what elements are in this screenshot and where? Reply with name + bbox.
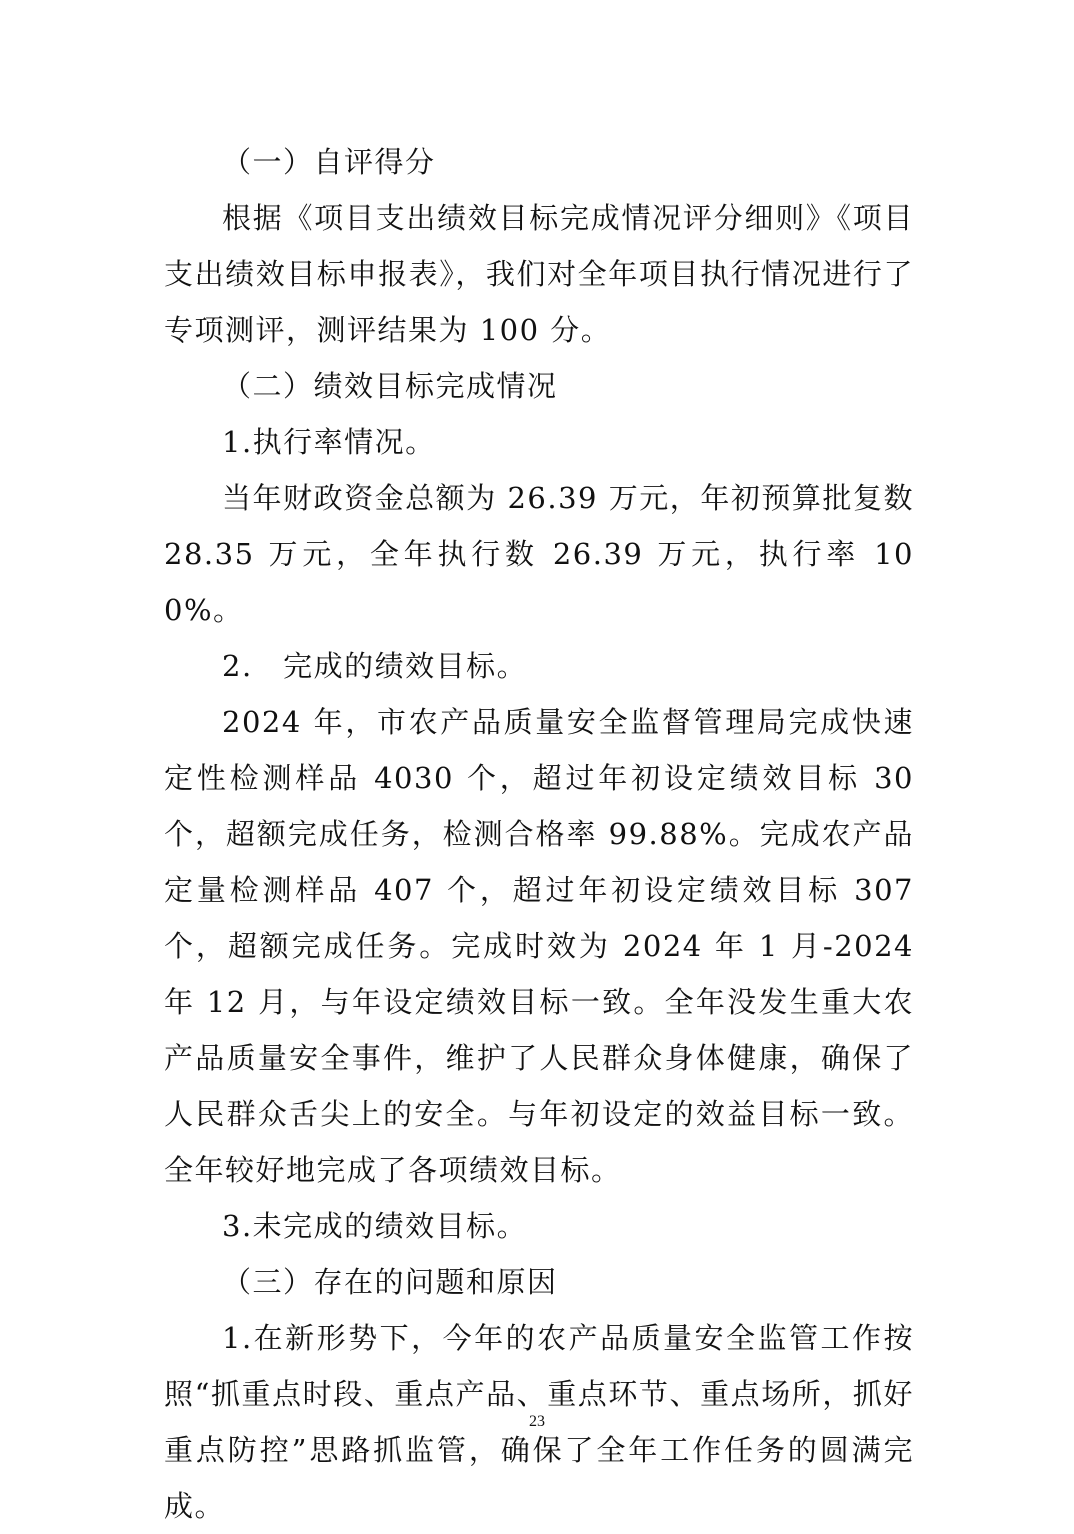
section-heading-self-evaluation: （一）自评得分 [222,145,436,179]
page-number: 23 [529,1413,545,1430]
section-heading-goal-completion: （二）绩效目标完成情况 [222,369,558,403]
document-body [164,134,914,1534]
subheading-execution-rate: 1.执行率情况。 [222,425,436,459]
paragraph-execution-rate: 当年财政资金总额为 26.39 万元，年初预算批复数 28.35 万元，全年执行数 26.39 万元，执行率 100%。 [164,481,914,627]
subheading-completed-goals: 2. 完成的绩效目标。 [222,649,528,683]
paragraph-score-result: 根据《项目支出绩效目标完成情况评分细则》《项目支出绩效目标申报表》，我们对全年项目执行情况进行了专项测评，测评结果为 100 分。 [164,201,914,347]
paragraph-problems: 1.在新形势下，今年的农产品质量安全监管工作按照“抓重点时段、重点产品、重点环节、重点场所，抓好重点防控”思路抓监管，确保了全年工作任务的圆满完成。 [164,1321,914,1523]
paragraph-completed-goals: 2024 年，市农产品质量安全监督管理局完成快速定性检测样品 4030 个，超过年初设定绩效目标 30 个，超额完成任务，检测合格率 99.88%。完成农产品定量检测样品 407 个，超过年初设定绩效目标 307 个，超额完成任务。完成时效为 2024 年 1 月-2024 年 12 月，与年设定绩效目标一致。全年没发生重大农产品质量安全事件，维护了人民群众身体健康，确保了人民群众舌尖上的安全。与年初设定的效益目标一致。全年较好地完成了各项绩效目标。 [164,705,914,1187]
section-heading-problems: （三）存在的问题和原因 [222,1265,558,1299]
subheading-uncompleted-goals: 3.未完成的绩效目标。 [222,1209,528,1243]
